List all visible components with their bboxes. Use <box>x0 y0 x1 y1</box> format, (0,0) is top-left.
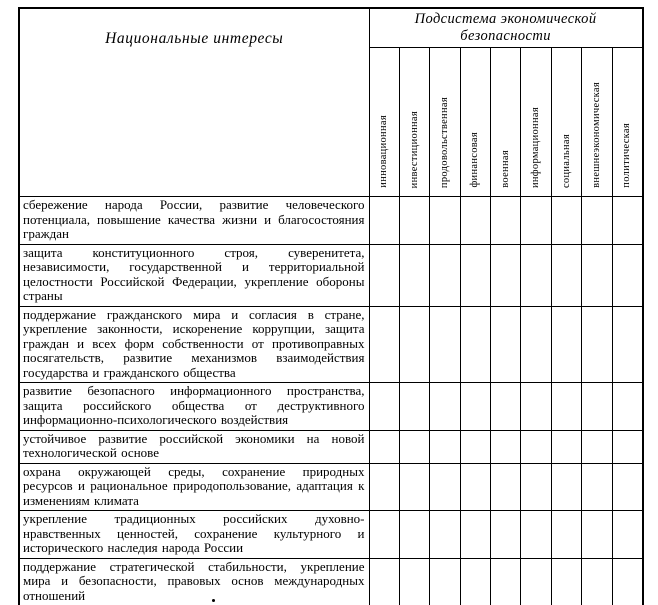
subsystem-column-header-cell <box>521 48 551 197</box>
matrix-cell <box>551 197 581 245</box>
subsystem-column-header-cell <box>612 48 642 197</box>
matrix-cell <box>612 306 642 383</box>
matrix-cell <box>460 430 490 463</box>
matrix-cell <box>460 244 490 306</box>
subsystem-column-label: политическая <box>621 123 633 188</box>
national-interest-text: устойчивое развитие российской экономики на новой технологической основе <box>19 430 369 463</box>
matrix-cell <box>612 511 642 559</box>
matrix-cell <box>582 430 612 463</box>
matrix-cell <box>491 558 521 605</box>
interest-row <box>19 463 643 511</box>
matrix-cell <box>612 558 642 605</box>
matrix-cell <box>582 463 612 511</box>
matrix-cell <box>460 463 490 511</box>
interest-row <box>19 558 643 605</box>
interest-row <box>19 306 643 383</box>
matrix-cell <box>551 430 581 463</box>
matrix-cell <box>582 244 612 306</box>
matrix-cell <box>521 244 551 306</box>
matrix-cell <box>491 463 521 511</box>
subsystem-column-label: продовольственная <box>438 96 450 188</box>
interest-row <box>19 430 643 463</box>
matrix-cell <box>399 430 429 463</box>
subsystem-column-header-cell <box>491 48 521 197</box>
matrix-cell <box>551 306 581 383</box>
matrix-cell <box>369 306 399 383</box>
matrix-cell <box>430 197 460 245</box>
subsystem-column-header-cell <box>460 48 490 197</box>
subsystem-column-header-cell <box>369 48 399 197</box>
matrix-cell <box>582 197 612 245</box>
stray-dot <box>212 599 215 602</box>
matrix-cell <box>369 197 399 245</box>
subsystem-column-label: социальная <box>560 133 572 188</box>
matrix-cell <box>521 463 551 511</box>
matrix-cell <box>460 558 490 605</box>
subsystem-column-label: инновационная <box>378 115 390 188</box>
matrix-cell <box>491 383 521 431</box>
matrix-cell <box>582 511 612 559</box>
matrix-cell <box>430 463 460 511</box>
matrix-cell <box>582 558 612 605</box>
header-row-top <box>19 8 643 48</box>
matrix-cell <box>491 430 521 463</box>
matrix-cell <box>399 306 429 383</box>
matrix-cell <box>521 558 551 605</box>
subsystem-column-label: инвестиционная <box>408 110 420 188</box>
subsystem-column-header-cell <box>430 48 460 197</box>
national-interests-vs-security-subsystems-table <box>18 7 644 605</box>
matrix-cell <box>521 383 551 431</box>
subsystem-column-label: военная <box>499 150 511 188</box>
matrix-cell <box>460 306 490 383</box>
matrix-cell <box>491 244 521 306</box>
matrix-cell <box>430 511 460 559</box>
matrix-cell <box>491 306 521 383</box>
subsystem-column-header-cell <box>399 48 429 197</box>
national-interests-title: Национальные интересы <box>105 30 284 47</box>
matrix-cell <box>460 197 490 245</box>
matrix-cell <box>369 430 399 463</box>
matrix-cell <box>612 197 642 245</box>
subsystem-column-label: финансовая <box>469 132 481 188</box>
matrix-cell <box>521 197 551 245</box>
national-interest-text: укрепление традиционных российских духовно-нравственных ценностей, сохранение культурного и исторического наследия народа России <box>19 511 369 559</box>
matrix-cell <box>460 511 490 559</box>
matrix-cell <box>399 558 429 605</box>
subsystem-column-label: внешнеэкономическая <box>590 82 602 188</box>
national-interest-text: развитие безопасного информационного пространства, защита российского общества от деструктивного информационно-психологического воздействия <box>19 383 369 431</box>
matrix-cell <box>582 383 612 431</box>
national-interest-text: сбережение народа России, развитие человеческого потенциала, повышение качества жизни и благосостояния граждан <box>19 197 369 245</box>
matrix-cell <box>430 244 460 306</box>
national-interest-text: охрана окружающей среды, сохранение природных ресурсов и рациональное природопользование, адаптация к изменениям климата <box>19 463 369 511</box>
matrix-cell <box>551 511 581 559</box>
matrix-cell <box>369 558 399 605</box>
matrix-cell <box>399 197 429 245</box>
matrix-cell <box>551 383 581 431</box>
subsystem-header-cell <box>369 8 643 48</box>
matrix-cell <box>399 511 429 559</box>
matrix-cell <box>430 558 460 605</box>
matrix-cell <box>430 430 460 463</box>
matrix-cell <box>399 463 429 511</box>
national-interest-text: поддержание стратегической стабильности, укрепление мира и безопасности, правовых основ международных отношений <box>19 558 369 605</box>
matrix-cell <box>369 511 399 559</box>
matrix-cell <box>491 511 521 559</box>
matrix-cell <box>551 558 581 605</box>
national-interest-text: защита конституционного строя, суверенитета, независимости, государственной и территориальной целостности Российской Федерации, укрепление обороны страны <box>19 244 369 306</box>
national-interest-text: поддержание гражданского мира и согласия в стране, укрепление законности, искоренение коррупции, защита граждан и всех форм собственности от противоправных посягательств, развитие механизмов взаимодействия государства и гражданского общества <box>19 306 369 383</box>
matrix-cell <box>612 463 642 511</box>
matrix-cell <box>430 383 460 431</box>
matrix-cell <box>551 463 581 511</box>
matrix-cell <box>399 383 429 431</box>
subsystem-column-header-cell <box>582 48 612 197</box>
subsystem-title: Подсистема экономической безопасности <box>414 11 597 44</box>
interest-row <box>19 511 643 559</box>
interest-row <box>19 197 643 245</box>
matrix-cell <box>491 197 521 245</box>
interest-row <box>19 383 643 431</box>
matrix-cell <box>551 244 581 306</box>
matrix-cell <box>521 306 551 383</box>
matrix-cell <box>369 244 399 306</box>
matrix-cell <box>521 430 551 463</box>
matrix-cell <box>612 383 642 431</box>
matrix-cell <box>612 244 642 306</box>
matrix-cell <box>369 463 399 511</box>
matrix-cell <box>399 244 429 306</box>
matrix-cell <box>521 511 551 559</box>
matrix-cell <box>582 306 612 383</box>
interest-row <box>19 244 643 306</box>
matrix-cell <box>369 383 399 431</box>
matrix-cell <box>460 383 490 431</box>
matrix-cell <box>612 430 642 463</box>
subsystem-column-header-cell <box>551 48 581 197</box>
left-header-cell <box>19 8 369 197</box>
subsystem-column-label: информационная <box>530 106 542 188</box>
matrix-cell <box>430 306 460 383</box>
